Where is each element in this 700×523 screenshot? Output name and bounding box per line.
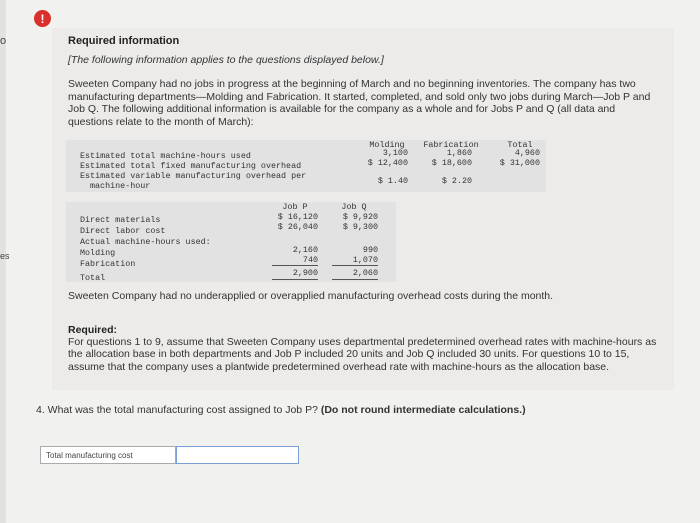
cell: $ 2.20 xyxy=(441,176,472,186)
row-label: Fabrication xyxy=(80,259,136,269)
required-info-title: Required information xyxy=(68,35,180,47)
question-4 xyxy=(36,404,526,416)
row-label: Actual machine-hours used: xyxy=(80,237,211,247)
required-instructions: For questions 1 to 9, assume that Sweeten Company uses departmental predetermined overhead rates with machine-hours as the allocation base in both departments and Job P included 20 units and Job Q included 30 units. For questions 10 to 15, assume that the company uses a plantwide predetermined overhead rate with machine-hours as the allocation base. xyxy=(68,336,657,373)
cell: 2,060 xyxy=(352,268,378,278)
alert-icon: ! xyxy=(34,10,51,27)
cell: 990 xyxy=(362,245,378,255)
cell: 1,860 xyxy=(446,148,472,158)
cell: $ 9,920 xyxy=(342,212,378,222)
left-edge-strip xyxy=(0,0,6,523)
total-rule xyxy=(332,279,378,280)
row-label-cont: machine-hour xyxy=(90,181,151,191)
subtotal-rule xyxy=(272,265,318,266)
col-header-job-q: Job Q xyxy=(341,202,367,212)
cell: 2,900 xyxy=(292,268,318,278)
col-header-fabrication: Fabrication xyxy=(423,140,479,150)
cell: $ 9,300 xyxy=(342,222,378,232)
col-header-molding: Molding xyxy=(369,140,405,150)
question-note: (Do not round intermediate calculations.) xyxy=(320,404,526,416)
row-label: Estimated total fixed manufacturing overhead xyxy=(80,161,302,171)
row-label: Direct materials xyxy=(80,215,161,225)
total-manufacturing-cost-input[interactable] xyxy=(176,446,299,464)
required-heading: Required: xyxy=(68,324,118,336)
cell: $ 1.40 xyxy=(377,176,408,186)
cell: $ 31,000 xyxy=(499,158,540,168)
cell: 2,160 xyxy=(292,245,318,255)
info-note: [The following information applies to the questions displayed below.] xyxy=(68,54,384,66)
cell: $ 18,600 xyxy=(431,158,472,168)
subtotal-rule xyxy=(332,265,378,266)
cell: 4,960 xyxy=(514,148,540,158)
intro-paragraph: Sweeten Company had no jobs in progress at the beginning of March and no beginning inventories. The company has two manufacturing departments—Molding and Fabrication. It started, completed, and sold only two jobs during March—Job P and Job Q. The following additional information is available for the company as a whole and for Jobs P and Q (all data and questions relate to the month of March): xyxy=(68,78,651,128)
row-label: Estimated total machine-hours used xyxy=(80,151,251,161)
cell: $ 26,040 xyxy=(277,222,318,232)
jobs-table xyxy=(66,202,396,282)
overhead-statement: Sweeten Company had no underapplied or overapplied manufacturing overhead costs during the month. xyxy=(68,290,554,302)
row-label: Estimated variable manufacturing overhead per xyxy=(80,171,307,181)
answer-label: Total manufacturing cost xyxy=(40,446,176,464)
edge-fragment: o xyxy=(0,35,7,47)
cell: $ 12,400 xyxy=(367,158,408,168)
row-label: Direct labor cost xyxy=(80,226,166,236)
col-header-job-p: Job P xyxy=(282,202,308,212)
edge-fragment: es xyxy=(0,251,10,261)
total-rule xyxy=(272,279,318,280)
cell: 3,100 xyxy=(382,148,408,158)
row-label: Total xyxy=(80,273,106,283)
question-text: 4. What was the total manufacturing cost assigned to Job P? xyxy=(36,404,321,416)
answer-row xyxy=(40,446,259,464)
overhead-table xyxy=(66,140,546,192)
row-label: Molding xyxy=(80,248,116,258)
cell: $ 16,120 xyxy=(277,212,318,222)
col-header-total: Total xyxy=(507,140,533,150)
cell: 1,070 xyxy=(352,255,378,265)
cell: 740 xyxy=(302,255,318,265)
